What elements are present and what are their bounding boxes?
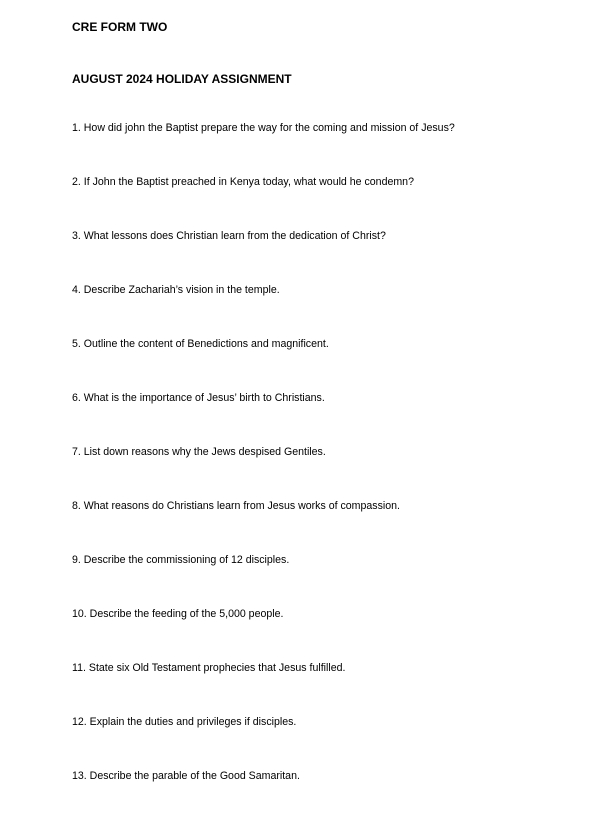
question-item: 11. State six Old Testament prophecies that Jesus fulfilled. — [72, 662, 346, 674]
question-item: 4. Describe Zachariah’s vision in the temple. — [72, 284, 280, 296]
question-item: 10. Describe the feeding of the 5,000 people. — [72, 608, 284, 620]
question-item: 2. If John the Baptist preached in Kenya today, what would he condemn? — [72, 176, 414, 188]
question-item: 9. Describe the commissioning of 12 disciples. — [72, 554, 290, 566]
document-title: CRE FORM TWO — [72, 20, 168, 34]
question-item: 6. What is the importance of Jesus’ birth to Christians. — [72, 392, 325, 404]
question-item: 12. Explain the duties and privileges if disciples. — [72, 716, 297, 728]
question-item: 1. How did john the Baptist prepare the way for the coming and mission of Jesus? — [72, 122, 455, 134]
question-item: 13. Describe the parable of the Good Samaritan. — [72, 770, 300, 782]
question-item: 5. Outline the content of Benedictions and magnificent. — [72, 338, 329, 350]
question-item: 7. List down reasons why the Jews despised Gentiles. — [72, 446, 326, 458]
question-item: 8. What reasons do Christians learn from Jesus works of compassion. — [72, 500, 400, 512]
document-subtitle: AUGUST 2024 HOLIDAY ASSIGNMENT — [72, 72, 292, 86]
question-item: 3. What lessons does Christian learn from the dedication of Christ? — [72, 230, 386, 242]
question-list — [72, 122, 455, 824]
